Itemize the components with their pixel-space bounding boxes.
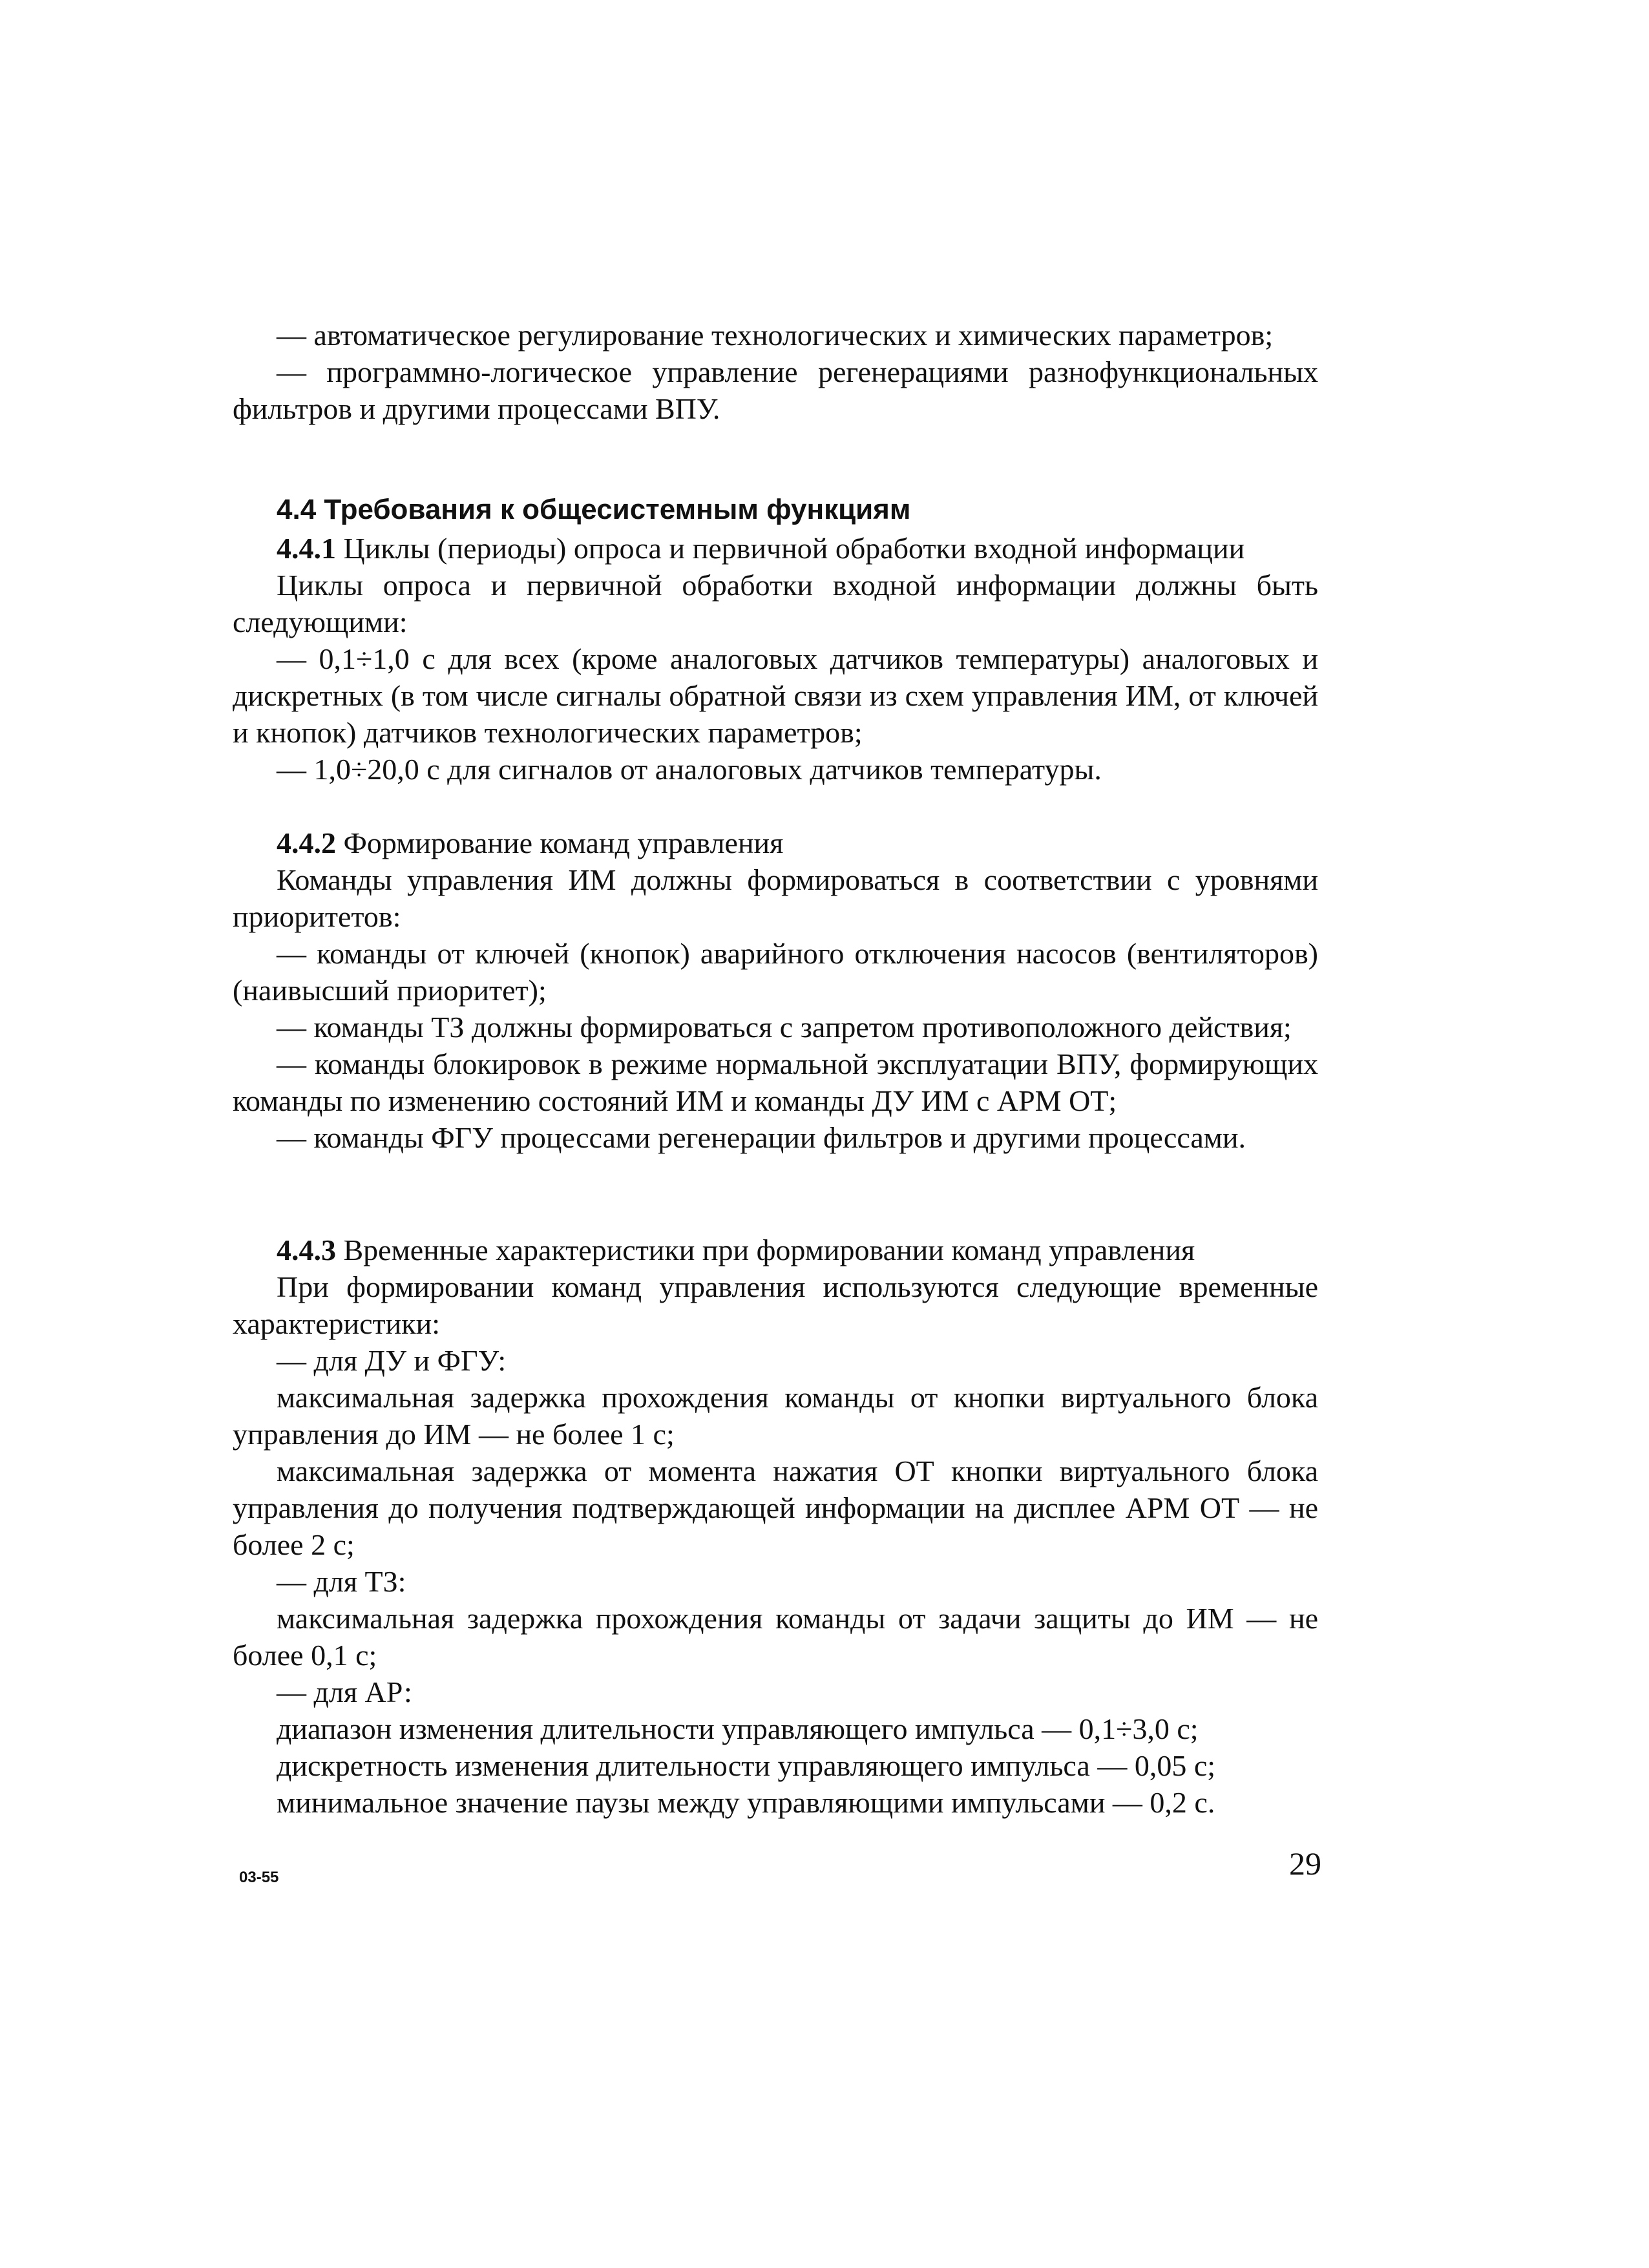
paragraph: Циклы опроса и первичной обработки входной информации должны быть следующими:	[233, 569, 1318, 638]
subsection-title	[233, 1232, 1318, 1268]
list-item: — команды от ключей (кнопок) аварийного отключения насосов (вентиляторов) (наивысший приоритет);	[233, 937, 1318, 1007]
list-item: максимальная задержка прохождения команды от кнопки виртуального блока управления до ИМ — не более 1 с;	[233, 1381, 1318, 1451]
subsection-4-4-1	[233, 530, 1318, 788]
subsection-title	[233, 530, 1318, 567]
subsection-title-text: Временные характеристики при формировании команд управления	[343, 1234, 1195, 1266]
subsection-4-4-3	[233, 1232, 1318, 1821]
list-item: — команды ТЗ должны формироваться с запретом противоположного действия;	[277, 1011, 1292, 1044]
list-item: минимальное значение паузы между управляющими импульсами — 0,2 с.	[277, 1786, 1215, 1819]
list-item: — программно-логическое управление регенерациями разнофункциональных фильтров и другими процессами ВПУ.	[233, 355, 1318, 425]
list-item: — 0,1÷1,0 с для всех (кроме аналоговых датчиков температуры) аналоговых и дискретных (в том числе сигналы обратной связи из схем управления ИМ, от ключей и кнопок) датчиков технологических параметров;	[233, 642, 1318, 749]
list-item: — автоматическое регулирование технологических и химических параметров;	[277, 319, 1274, 352]
top-list	[233, 317, 1318, 427]
subsection-number: 4.4.2	[277, 826, 336, 859]
list-item: дискретность изменения длительности управляющего импульса — 0,05 с;	[277, 1749, 1216, 1782]
document-code: 03-55	[239, 1869, 279, 1886]
paragraph: При формировании команд управления используются следующие временные характеристики:	[233, 1270, 1318, 1340]
subsection-title	[233, 824, 1318, 861]
subsection-number: 4.4.1	[277, 532, 336, 565]
list-item: — команды блокировок в режиме нормальной эксплуатации ВПУ, формирующих команды по изменению состояний ИМ и команды ДУ ИМ с АРМ ОТ;	[233, 1047, 1318, 1117]
list-item: максимальная задержка от момента нажатия ОТ кнопки виртуального блока управления до получения подтверждающей информации на дисплее АРМ ОТ — не более 2 с;	[233, 1454, 1318, 1561]
list-item: — 1,0÷20,0 с для сигналов от аналоговых датчиков температуры.	[277, 753, 1102, 786]
list-label: — для ТЗ:	[277, 1565, 406, 1598]
list-item: максимальная задержка прохождения команды от задачи защиты до ИМ — не более 0,1 с;	[233, 1602, 1318, 1672]
paragraph: Команды управления ИМ должны формироваться в соответствии с уровнями приоритетов:	[233, 863, 1318, 933]
subsection-number: 4.4.3	[277, 1234, 336, 1266]
subsection-title-text: Циклы (периоды) опроса и первичной обработки входной информации	[343, 532, 1245, 565]
section-heading: 4.4 Требования к общесистемным функциям	[277, 494, 911, 525]
list-label: — для АР:	[277, 1675, 412, 1708]
subsection-4-4-2	[233, 824, 1318, 1156]
subsection-title-text: Формирование команд управления	[343, 826, 784, 859]
list-item: диапазон изменения длительности управляющего импульса — 0,1÷3,0 с;	[277, 1712, 1199, 1745]
list-item: — команды ФГУ процессами регенерации фильтров и другими процессами.	[277, 1121, 1246, 1154]
list-label: — для ДУ и ФГУ:	[277, 1344, 507, 1377]
page-number: 29	[1289, 1845, 1321, 1882]
